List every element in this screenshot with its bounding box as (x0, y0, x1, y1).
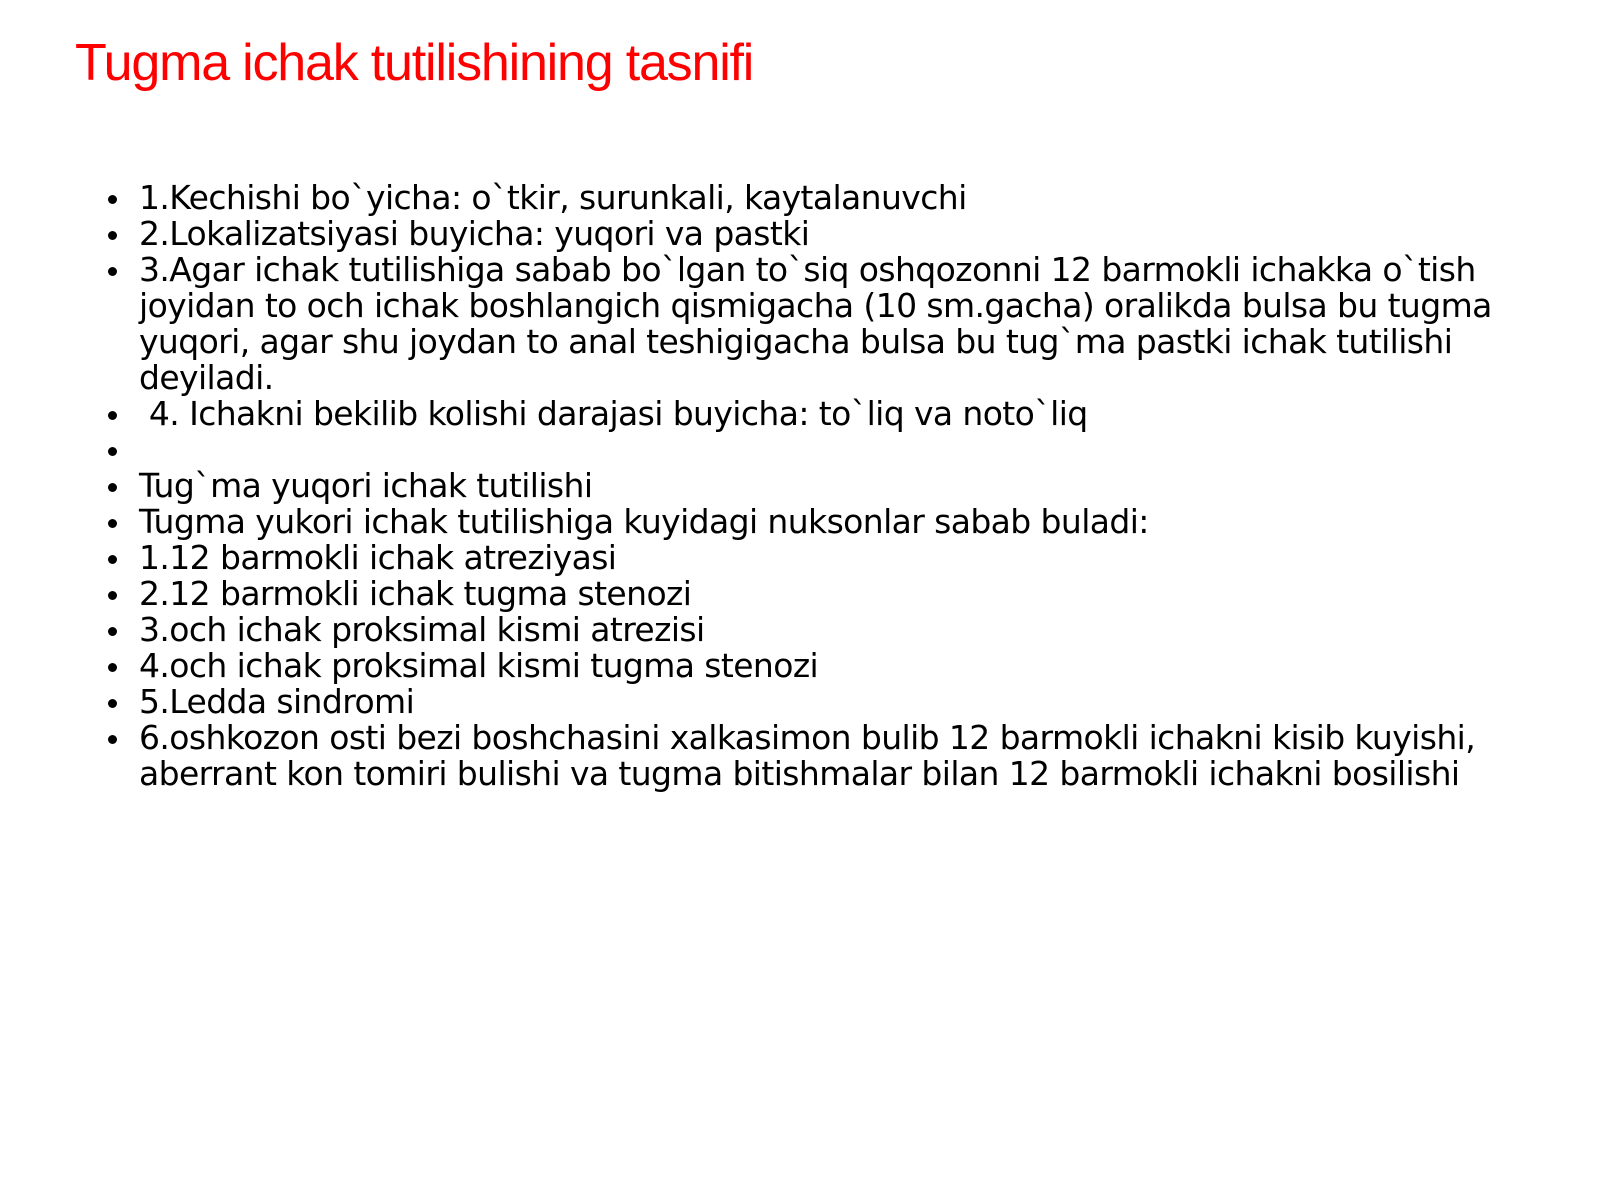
bullet-text: 4.och ichak proksimal kismi tugma stenozi (139, 646, 819, 685)
bullet-dot-icon (108, 555, 117, 564)
bullet-text: 1.12 barmokli ichak atreziyasi (139, 538, 617, 577)
bullet-dot-icon (108, 663, 117, 672)
bullet-dot-icon (108, 699, 117, 708)
bullet-dot-icon (108, 267, 117, 276)
bullet-item-12 (104, 684, 1504, 720)
slide-title: Tugma ichak tutilishining tasnifi (75, 34, 754, 92)
bullet-item-5-empty (104, 432, 1504, 468)
bullet-dot-icon (108, 591, 117, 600)
bullet-item-4 (104, 396, 1504, 432)
bullet-text: 2.12 barmokli ichak tugma stenozi (139, 574, 692, 613)
bullet-text: 4. Ichakni bekilib kolishi darajasi buyicha: to`liq va noto`liq (139, 394, 1088, 433)
bullet-item-1 (104, 180, 1504, 216)
bullet-item-9 (104, 576, 1504, 612)
bullet-list (104, 180, 1504, 792)
bullet-item-7 (104, 504, 1504, 540)
bullet-text: Tugma yukori ichak tutilishiga kuyidagi nuksonlar sabab buladi: (139, 502, 1149, 541)
bullet-text: 6.oshkozon osti bezi boshchasini xalkasimon bulib 12 barmokli ichakni kisib kuyishi, aberrant kon tomiri bulishi va tugma bitishmalar bilan 12 barmokli ichakni bosilishi (139, 718, 1485, 793)
bullet-item-2 (104, 216, 1504, 252)
bullet-dot-icon (108, 411, 117, 420)
bullet-text: 1.Kechishi bo`yicha: o`tkir, surunkali, kaytalanuvchi (139, 178, 967, 217)
bullet-text: 3.Agar ichak tutilishiga sabab bo`lgan to`siq oshqozonni 12 barmokli ichakka o`tish joyidan to och ichak boshlangich qismigacha (10 sm.gacha) oralikda bulsa bu tugma yuqori, agar shu joydan to anal teshigigacha bulsa bu tug`ma pastki ichak tutilishi deyiladi. (139, 250, 1502, 397)
bullet-item-6 (104, 468, 1504, 504)
bullet-text: 5.Ledda sindromi (139, 682, 415, 721)
bullet-text: 2.Lokalizatsiyasi buyicha: yuqori va pastki (139, 214, 810, 253)
bullet-dot-icon (108, 195, 117, 204)
bullet-item-13 (104, 720, 1504, 792)
bullet-dot-icon (108, 519, 117, 528)
bullet-dot-icon (108, 735, 117, 744)
bullet-dot-icon (108, 627, 117, 636)
bullet-text: Tug`ma yuqori ichak tutilishi (139, 466, 593, 505)
bullet-item-8 (104, 540, 1504, 576)
bullet-item-3 (104, 252, 1504, 396)
bullet-dot-icon (108, 483, 117, 492)
bullet-dot-icon (108, 447, 117, 456)
bullet-dot-icon (108, 231, 117, 240)
bullet-item-11 (104, 648, 1504, 684)
bullet-item-10 (104, 612, 1504, 648)
bullet-text: 3.och ichak proksimal kismi atrezisi (139, 610, 705, 649)
